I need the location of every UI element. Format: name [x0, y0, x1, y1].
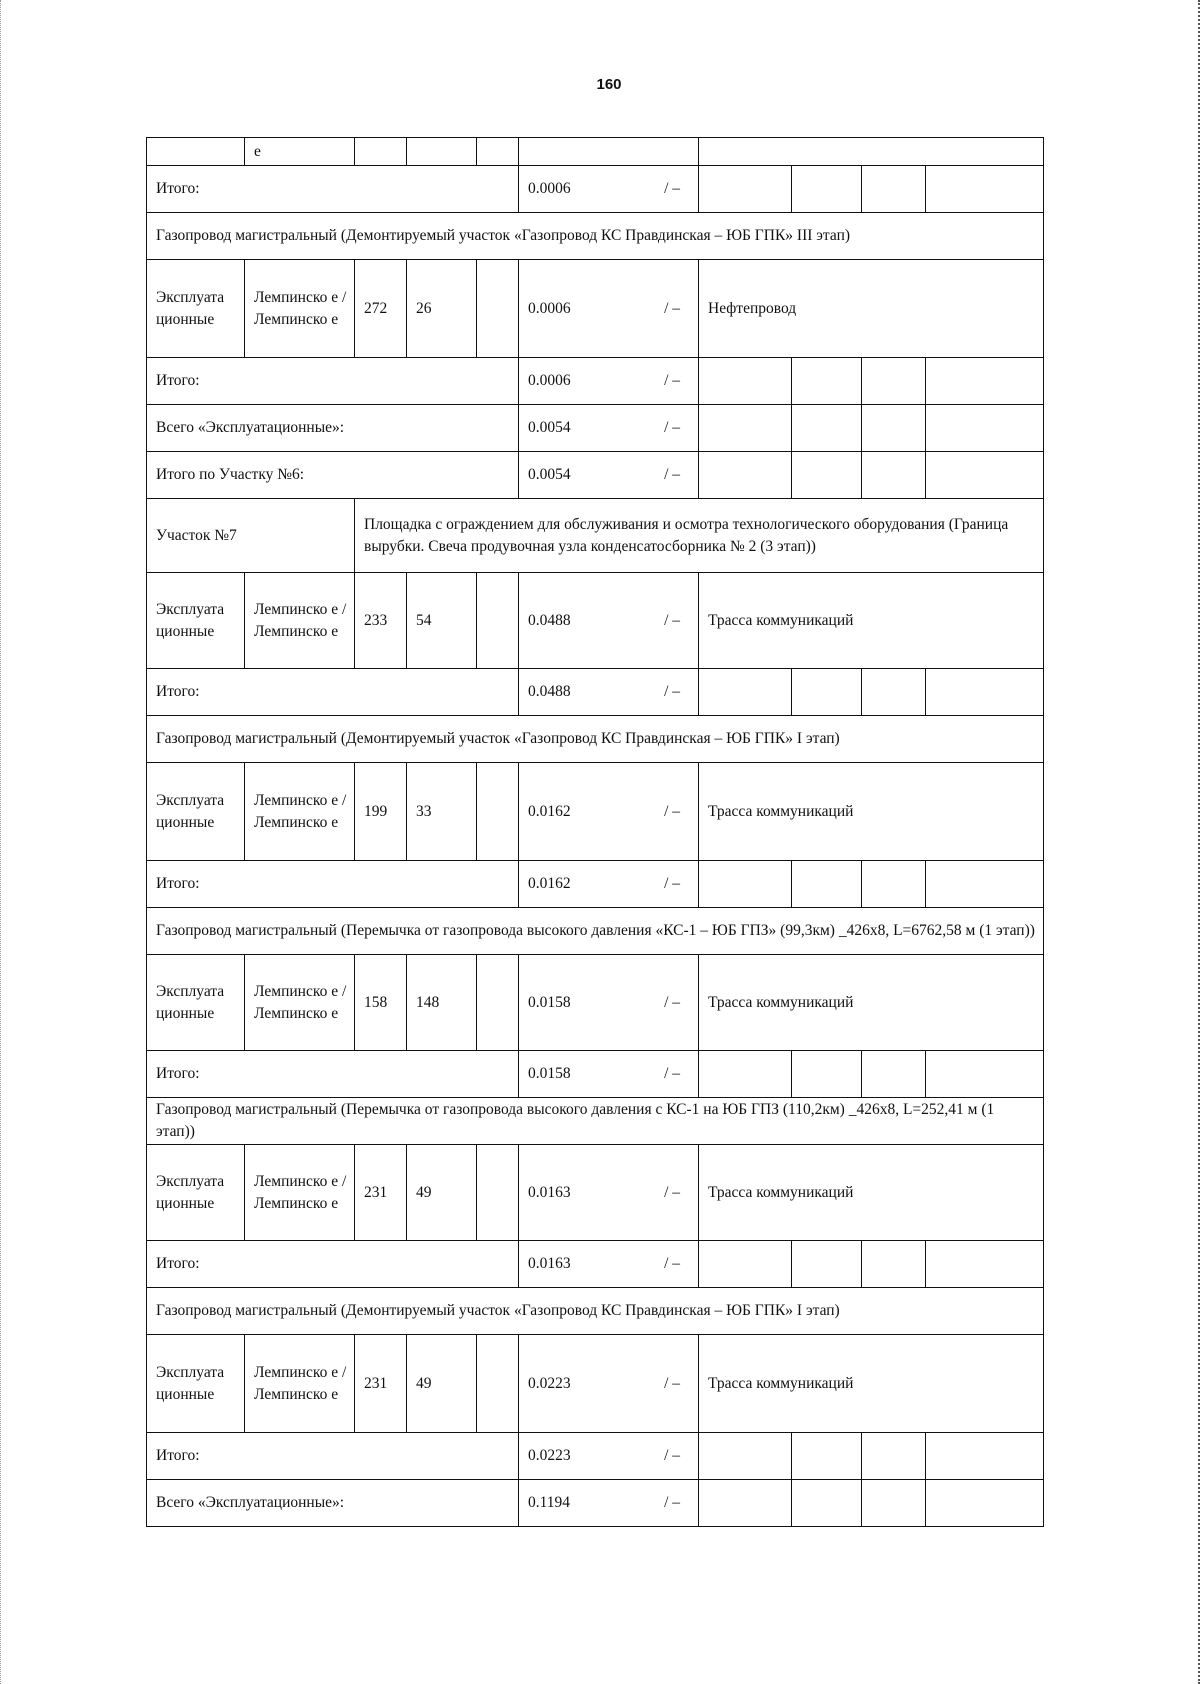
total-label: Всего «Эксплуатационные»:: [147, 405, 519, 452]
cell: [699, 861, 792, 908]
subtotal-row: [147, 1241, 1044, 1288]
cell: [355, 138, 407, 166]
cell: [862, 1480, 926, 1527]
ratio: / –: [664, 993, 680, 1011]
cell: [699, 405, 792, 452]
area-cell: [519, 573, 699, 669]
area-cell: [519, 1145, 699, 1241]
number-cell: 148: [407, 955, 477, 1051]
cell: [862, 452, 926, 499]
category-cell: Эксплуата ционные: [147, 955, 245, 1051]
area-value: 0.0006: [528, 299, 571, 317]
area-cell: [519, 1480, 699, 1527]
cell: [699, 138, 1044, 166]
subtotal-label: Итого:: [147, 669, 519, 716]
location-cell: Лемпинско е / Лемпинско е: [245, 955, 355, 1051]
cell: [926, 861, 1044, 908]
cell: [862, 358, 926, 405]
cell: [699, 166, 792, 213]
plot-total-row: [147, 452, 1044, 499]
purpose-cell: Трасса коммуникаций: [699, 1335, 1044, 1433]
purpose-cell: Трасса коммуникаций: [699, 763, 1044, 861]
cell: [926, 1241, 1044, 1288]
cell: [792, 358, 862, 405]
cell: [862, 1241, 926, 1288]
section-title: Газопровод магистральный (Перемычка от газопровода высокого давления «КС-1 – ЮБ ГПЗ» (99,3км) _426х8, L=6762,58 м (1 этап)): [147, 908, 1044, 955]
section-title: Газопровод магистральный (Демонтируемый участок «Газопровод КС Правдинская – ЮБ ГПК» III этап): [147, 213, 1044, 260]
area-value: 0.0054: [528, 419, 571, 436]
area-value: 0.0006: [528, 372, 571, 389]
subtotal-label: Итого:: [147, 861, 519, 908]
ratio: / –: [664, 1494, 680, 1511]
ratio: / –: [664, 180, 680, 197]
cell: [477, 573, 519, 669]
number-cell: 272: [355, 260, 407, 358]
area-cell: [519, 955, 699, 1051]
area-value: 0.0158: [528, 1065, 571, 1082]
subtotal-label: Итого:: [147, 166, 519, 213]
location-cell: Лемпинско е / Лемпинско е: [245, 573, 355, 669]
cell: [699, 1433, 792, 1480]
table-row: [147, 138, 1044, 166]
cell: [792, 861, 862, 908]
number-cell: 233: [355, 573, 407, 669]
cell: [862, 1051, 926, 1098]
area-value: 0.0223: [528, 1374, 571, 1392]
cell: [926, 358, 1044, 405]
cell: [699, 1480, 792, 1527]
cell: [792, 669, 862, 716]
cell: [792, 405, 862, 452]
total-label: Всего «Эксплуатационные»:: [147, 1480, 519, 1527]
section-row: [147, 213, 1044, 260]
subtotal-row: [147, 861, 1044, 908]
cell: е: [245, 138, 355, 166]
section-title: Газопровод магистральный (Перемычка от газопровода высокого давления с КС-1 на ЮБ ГПЗ (110,2км) _426х8, L=252,41 м (1 этап)): [147, 1098, 1044, 1145]
number-cell: 231: [355, 1335, 407, 1433]
category-cell: Эксплуата ционные: [147, 763, 245, 861]
cell: [792, 1241, 862, 1288]
area-value: 0.0163: [528, 1255, 571, 1272]
ratio: / –: [664, 299, 680, 317]
category-cell: Эксплуата ционные: [147, 1145, 245, 1241]
cell: [407, 138, 477, 166]
subtotal-row: [147, 1051, 1044, 1098]
number-cell: 54: [407, 573, 477, 669]
cell: [792, 166, 862, 213]
entry-row: [147, 763, 1044, 861]
entry-row: [147, 955, 1044, 1051]
area-cell: [519, 1241, 699, 1288]
page-number: 160: [596, 76, 622, 93]
area-cell: [519, 452, 699, 499]
cell: [792, 1433, 862, 1480]
subtotal-row: [147, 1433, 1044, 1480]
cell: [477, 138, 519, 166]
purpose-cell: Трасса коммуникаций: [699, 955, 1044, 1051]
area-cell: [519, 1051, 699, 1098]
ratio: / –: [664, 683, 680, 700]
section-row: [147, 908, 1044, 955]
area-cell: [519, 1335, 699, 1433]
area-cell: [519, 358, 699, 405]
location-cell: Лемпинско е / Лемпинско е: [245, 1145, 355, 1241]
cell: [519, 138, 699, 166]
cell: [862, 669, 926, 716]
category-cell: Эксплуата ционные: [147, 260, 245, 358]
cell: [477, 1335, 519, 1433]
cell: [699, 669, 792, 716]
area-cell: [519, 260, 699, 358]
number-cell: 199: [355, 763, 407, 861]
cell: [862, 166, 926, 213]
land-plot-table: [146, 137, 1044, 1527]
area-value: 0.0488: [528, 611, 571, 629]
area-value: 0.0162: [528, 875, 571, 892]
number-cell: 49: [407, 1145, 477, 1241]
cell: [699, 358, 792, 405]
area-cell: [519, 166, 699, 213]
cell: [926, 405, 1044, 452]
cell: [926, 1433, 1044, 1480]
section-title: Газопровод магистральный (Демонтируемый участок «Газопровод КС Правдинская – ЮБ ГПК» I этап): [147, 1288, 1044, 1335]
ratio: / –: [664, 1183, 680, 1201]
area-value: 0.0162: [528, 802, 571, 820]
entry-row: [147, 260, 1044, 358]
plot-total-label: Итого по Участку №6:: [147, 452, 519, 499]
cell: [477, 955, 519, 1051]
number-cell: 49: [407, 1335, 477, 1433]
area-cell: [519, 405, 699, 452]
cell: [792, 452, 862, 499]
cell: [147, 138, 245, 166]
cell: [926, 1480, 1044, 1527]
cell: [926, 669, 1044, 716]
cell: [792, 1480, 862, 1527]
total-row: [147, 405, 1044, 452]
area-cell: [519, 1433, 699, 1480]
section-title: Газопровод магистральный (Демонтируемый участок «Газопровод КС Правдинская – ЮБ ГПК» I этап): [147, 716, 1044, 763]
number-cell: 26: [407, 260, 477, 358]
cell: [862, 861, 926, 908]
area-value: 0.0006: [528, 180, 571, 197]
category-cell: Эксплуата ционные: [147, 1335, 245, 1433]
entry-row: [147, 1145, 1044, 1241]
cell: [699, 1241, 792, 1288]
entry-row: [147, 1335, 1044, 1433]
plot-label: Участок №7: [147, 499, 355, 573]
area-value: 0.0488: [528, 683, 571, 700]
cell: [792, 1051, 862, 1098]
number-cell: 158: [355, 955, 407, 1051]
subtotal-label: Итого:: [147, 1241, 519, 1288]
ratio: / –: [664, 1374, 680, 1392]
subtotal-row: [147, 358, 1044, 405]
ratio: / –: [664, 372, 680, 389]
section-row: [147, 716, 1044, 763]
cell: [477, 1145, 519, 1241]
area-cell: [519, 861, 699, 908]
ratio: / –: [664, 611, 680, 629]
cell: [926, 452, 1044, 499]
number-cell: 33: [407, 763, 477, 861]
subtotal-label: Итого:: [147, 1051, 519, 1098]
subtotal-label: Итого:: [147, 1433, 519, 1480]
ratio: / –: [664, 1447, 680, 1464]
ratio: / –: [664, 419, 680, 436]
area-value: 0.0054: [528, 466, 571, 483]
plot-header-row: [147, 499, 1044, 573]
ratio: / –: [664, 1065, 680, 1082]
subtotal-label: Итого:: [147, 358, 519, 405]
area-value: 0.1194: [528, 1494, 571, 1511]
subtotal-row: [147, 669, 1044, 716]
location-cell: Лемпинско е / Лемпинско е: [245, 763, 355, 861]
ratio: / –: [664, 875, 680, 892]
area-cell: [519, 669, 699, 716]
area-cell: [519, 763, 699, 861]
area-value: 0.0163: [528, 1183, 571, 1201]
scan-edge-left: [0, 0, 5, 1684]
scan-edge-right: [1192, 0, 1200, 1684]
category-cell: Эксплуата ционные: [147, 573, 245, 669]
plot-title: Площадка с ограждением для обслуживания и осмотра технологического оборудования (Граница вырубки. Свеча продувочная узла конденсатосборника № 2 (3 этап)): [355, 499, 1044, 573]
entry-row: [147, 573, 1044, 669]
cell: [926, 166, 1044, 213]
ratio: / –: [664, 1255, 680, 1272]
grand-total-row: [147, 1480, 1044, 1527]
location-cell: Лемпинско е / Лемпинско е: [245, 1335, 355, 1433]
purpose-cell: Нефтепровод: [699, 260, 1044, 358]
location-cell: Лемпинско е / Лемпинско е: [245, 260, 355, 358]
area-value: 0.0158: [528, 993, 571, 1011]
subtotal-row: [147, 166, 1044, 213]
area-value: 0.0223: [528, 1447, 571, 1464]
number-cell: 231: [355, 1145, 407, 1241]
cell: [862, 405, 926, 452]
cell: [699, 452, 792, 499]
ratio: / –: [664, 466, 680, 483]
purpose-cell: Трасса коммуникаций: [699, 573, 1044, 669]
section-row: [147, 1288, 1044, 1335]
cell: [926, 1051, 1044, 1098]
purpose-cell: Трасса коммуникаций: [699, 1145, 1044, 1241]
ratio: / –: [664, 802, 680, 820]
cell: [477, 260, 519, 358]
cell: [862, 1433, 926, 1480]
cell: [699, 1051, 792, 1098]
section-row: [147, 1098, 1044, 1145]
cell: [477, 763, 519, 861]
